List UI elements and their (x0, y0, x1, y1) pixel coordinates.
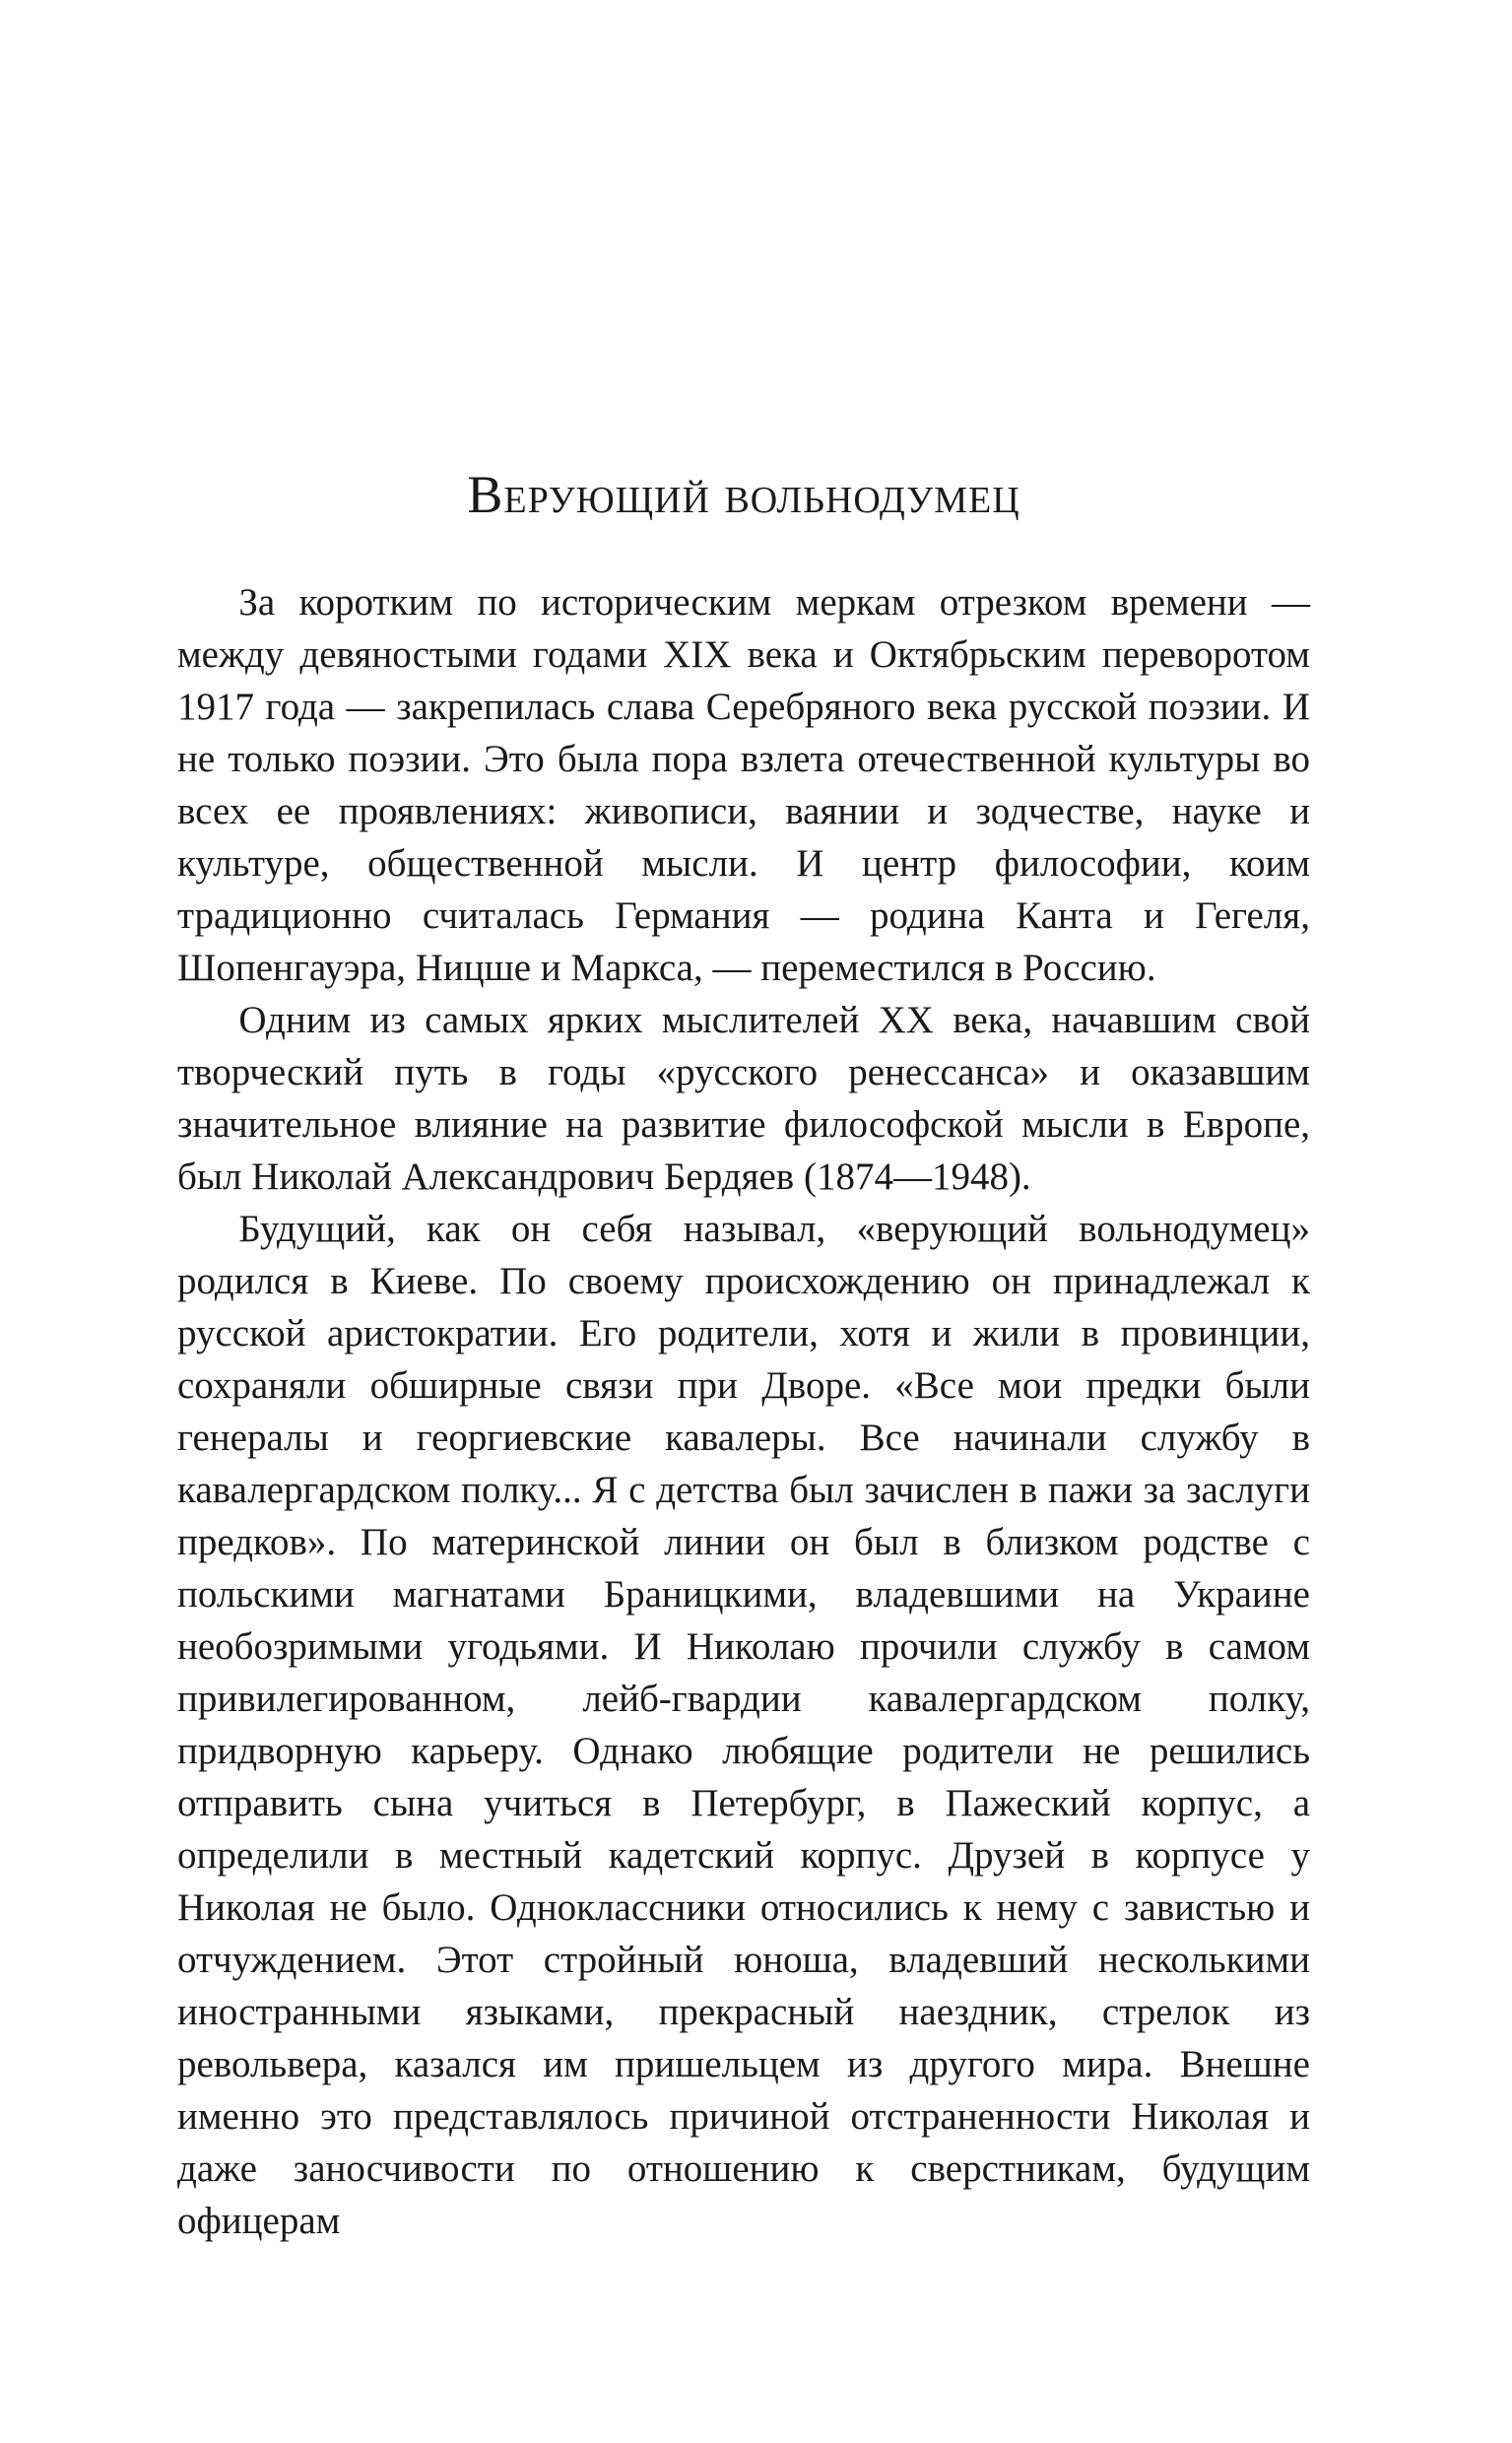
book-page (177, 463, 1310, 2247)
paragraph: Будущий, как он себя называл, «верующий вольнодумец» родился в Киеве. По своему происхождению он принадлежал к русской аристократии. Его родители, хотя и жили в провинции, сохраняли обширные связи при Дворе. «Все мои предки были генералы и георгиевские кавалеры. Все начинали службу в кавалергардском полку... Я с детства был зачислен в пажи за заслуги предков». По материнской линии он был в близком родстве с польскими магнатами Браницкими, владевшими на Украине необозримыми угодьями. И Николаю прочили службу в самом привилегированном, лейб-гвардии кавалергардском полку, придворную карьеру. Однако любящие родители не решились отправить сына учиться в Петербург, в Пажеский корпус, а определили в местный кадетский корпус. Друзей в корпусе у Николая не было. Одноклассники относились к нему с завистью и отчуждением. Этот стройный юноша, владевший несколькими иностранными языками, прекрасный наездник, стрелок из револьвера, казался им пришельцем из другого мира. Внешне именно это представлялось причиной отстраненности Николая и даже заносчивости по отношению к сверстникам, будущим офицерам (177, 1207, 1310, 2242)
paragraph: Одним из самых ярких мыслителей XX века, начавшим свой творческий путь в годы «русского ренессанса» и оказавшим значительное влияние на развитие философской мысли в Европе, был Николай Александрович Бердяев (1874—1948). (177, 998, 1310, 1198)
body-text (177, 576, 1310, 2247)
paragraph: За коротким по историческим меркам отрезком времени — между девяностыми годами XIX века и Октябрьским переворотом 1917 года — закрепилась слава Серебряного века русской поэзии. И не только поэзии. Это была пора взлета отечественной культуры во всех ее проявлениях: живописи, ваянии и зодчестве, науке и культуре, общественной мысли. И центр философии, коим традиционно считалась Германия — родина Канта и Гегеля, Шопенгауэра, Ницше и Маркса, — переместился в Россию. (177, 580, 1310, 989)
chapter-title: Верующий вольнодумец (467, 465, 1020, 524)
